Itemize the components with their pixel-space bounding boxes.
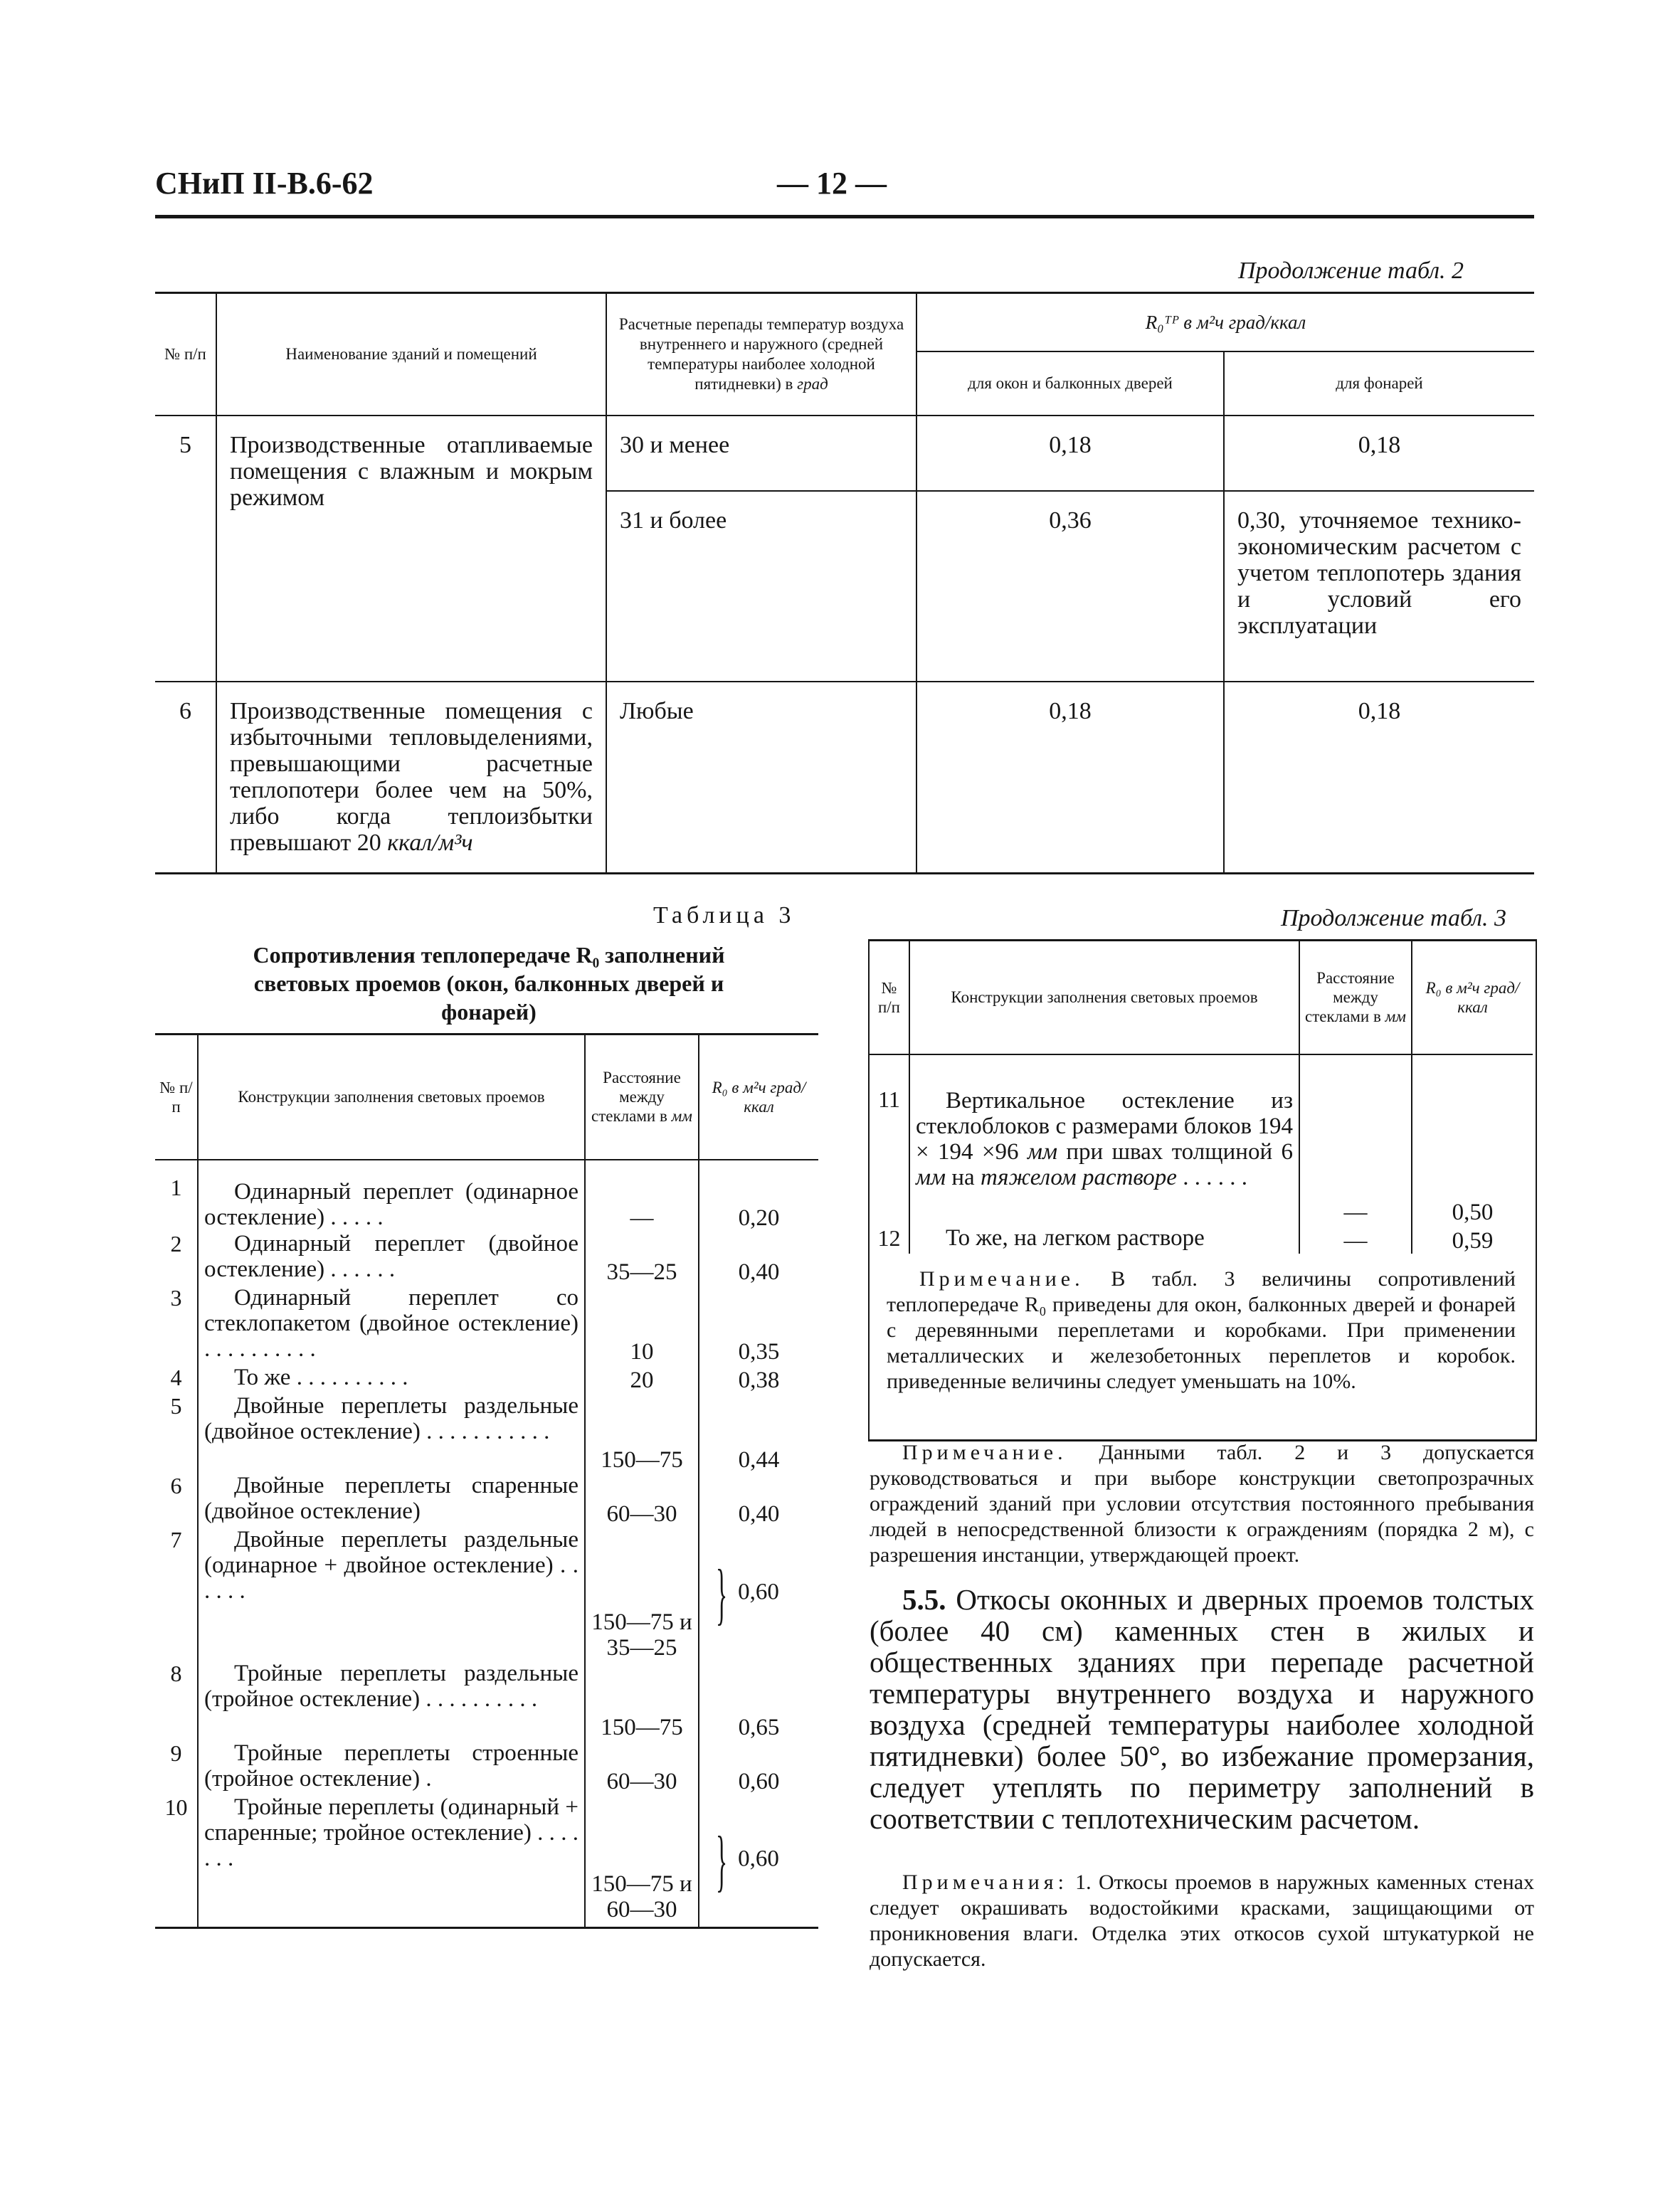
table3-cell-dist: — xyxy=(585,1160,699,1231)
table3-cell-r: } 0,60 xyxy=(715,1821,779,1898)
table2-cell-num: 5 xyxy=(155,416,216,682)
table2-cell-windows: 0,36 xyxy=(916,491,1224,682)
table3-label: Таблица 3 xyxy=(653,902,796,929)
table3-cell-text: Одинарный переплет со стеклопакетом (двойное остекление) . . . . . . . . . . xyxy=(198,1285,585,1365)
table3-title: Сопротивления теплопередаче R₀ заполнений световых проемов (окон, балконных дверей и фонарей) xyxy=(253,942,725,1025)
table3-cell-dist: 60—30 xyxy=(585,1473,699,1527)
table3cont-cell-text: Вертикальное остекление из стеклоблоков с размерами блоков 194 × 194 ×96 мм при швах толщиной 6 мм на тяжелом растворе . . . . . . xyxy=(909,1054,1299,1225)
table3cont-cell-num: 12 xyxy=(870,1225,909,1254)
table3-cell-dist: 150—75 xyxy=(585,1661,699,1740)
table-row xyxy=(155,1365,818,1393)
table3cont xyxy=(870,941,1533,1254)
table3cont-cell-r: 0,59 xyxy=(1452,1228,1494,1254)
table2-header-r: R₀ᵀᴾ в м²ч град/ккал xyxy=(916,293,1534,351)
table3-cell-dist: 150—75 и 35—25 xyxy=(585,1527,699,1661)
document-code: СНиП II-В.6-62 xyxy=(155,166,374,201)
table3-cell-text: Двойные переплеты раздельные (одинарное + двойное остекление) . . . . . . xyxy=(198,1527,585,1661)
table3-cell-r: } 0,60 xyxy=(715,1555,779,1631)
table3-cell-text: Двойные переплеты раздельные (двойное остекление) . . . . . . . . . . . xyxy=(198,1393,585,1473)
table2-cell-windows: 0,18 xyxy=(916,682,1224,874)
table-row xyxy=(155,1231,818,1285)
table3-cell-r: 0,40 xyxy=(738,1259,780,1285)
table3-cell-dist: 20 xyxy=(585,1365,699,1393)
table2-header-name: Наименование зданий и помещений xyxy=(216,293,606,416)
table3-cell-r: 0,60 xyxy=(738,1768,780,1794)
table3-cell-num: 2 xyxy=(155,1231,198,1285)
table3-cell-r: 0,65 xyxy=(738,1714,780,1740)
table-row xyxy=(155,1740,818,1794)
section-5-5: 5.5. Откосы оконных и дверных проемов толстых (более 40 см) каменных стен в жилых и общественных зданиях при перепаде расчетной температуры внутреннего воздуха и наружного воздуха (средней температуры наиболее холодной пятидневки) более 50°, во избежание промерзания, следует утеплять по периметру заполнений в соответствии с теплотехническим расчетом. xyxy=(870,1583,1534,1835)
table2-header-delta: Расчетные перепады температур воздуха внутреннего и наружного (средней температуры наиболее холодной пятидневки) в град xyxy=(606,293,916,416)
table3-cell-num: 1 xyxy=(155,1160,198,1231)
table2-cell-delta: 31 и более xyxy=(606,491,916,682)
table3cont-header-distance: Расстояние между стеклами в мм xyxy=(1299,941,1412,1054)
table3cont-cell-dist: — xyxy=(1299,1225,1412,1254)
table3-cell-text: Одинарный переплет (двойное остекление) . . . . . . xyxy=(198,1231,585,1285)
table2-cell-windows: 0,18 xyxy=(916,416,1224,491)
header-rule xyxy=(155,215,1534,218)
table2-cell-delta: 30 и менее xyxy=(606,416,916,491)
table3-cell-num: 8 xyxy=(155,1661,198,1740)
table3-cell-dist: 150—75 и 60—30 xyxy=(585,1794,699,1928)
table3-cell-num: 9 xyxy=(155,1740,198,1794)
table3-cell-text: То же . . . . . . . . . . xyxy=(198,1365,585,1393)
table2-cell-name: Производственные отапливаемые помещения с влажным и мокрым режимом xyxy=(216,416,606,682)
table3cont-header-construction: Конструкции заполнения световых проемов xyxy=(909,941,1299,1054)
table3-cell-num: 5 xyxy=(155,1393,198,1473)
table-row xyxy=(155,1473,818,1527)
table3-cell-text: Тройные переплеты раздельные (тройное остекление) . . . . . . . . . . xyxy=(198,1661,585,1740)
table3-cell-text: Тройные переплеты строенные (тройное остекление) . xyxy=(198,1740,585,1794)
table2-cell-lanterns: 0,30, уточняемое технико-экономическим расчетом с учетом теплопотерь здания и условий его эксплуатации xyxy=(1224,491,1534,682)
table3-cell-r: 0,20 xyxy=(738,1205,780,1231)
table2-caption: Продолжение табл. 2 xyxy=(1238,258,1464,284)
table3-cell-text: Одинарный переплет (одинарное остекление) . . . . . xyxy=(198,1160,585,1231)
table2-header-windows: для окон и балконных дверей xyxy=(916,351,1224,416)
page-number: — 12 — xyxy=(777,166,887,201)
table3-cell-num: 7 xyxy=(155,1527,198,1661)
brace-icon: } xyxy=(715,1555,728,1631)
table3cont-cell-r: 0,50 xyxy=(1452,1200,1494,1225)
table2 xyxy=(155,292,1534,874)
table3-header-distance: Расстояние между стеклами в мм xyxy=(585,1035,699,1160)
table-row xyxy=(155,1160,818,1231)
table3-cell-r: 0,35 xyxy=(738,1338,780,1365)
table3-cell-num: 10 xyxy=(155,1794,198,1928)
table3-cell-r: 0,38 xyxy=(738,1367,780,1393)
brace-icon: } xyxy=(715,1821,728,1898)
table-row xyxy=(155,1393,818,1473)
table-row xyxy=(870,1054,1533,1225)
table3-cell-num: 3 xyxy=(155,1285,198,1365)
table3 xyxy=(155,1033,818,1929)
table-row xyxy=(870,1225,1533,1254)
table3cont-cell-dist: — xyxy=(1299,1054,1412,1225)
tables-note: Примечание. Данными табл. 2 и 3 допускается руководствоваться и при выборе конструкции светопрозрачных ограждений зданий при условии отсутствия постоянного пребывания людей в непосредственной близости к ограждениям (порядка 2 м), с разрешения инстанции, утверждающей проект. xyxy=(870,1441,1534,1567)
table3-cell-r: 0,40 xyxy=(738,1501,780,1527)
table3-header-num: № п/п xyxy=(155,1035,198,1160)
table3-cell-num: 4 xyxy=(155,1365,198,1393)
table-row xyxy=(155,1661,818,1740)
table-row xyxy=(155,682,1534,874)
table3-cell-dist: 35—25 xyxy=(585,1231,699,1285)
table-row xyxy=(155,1527,818,1661)
section-5-5-notes: Примечания: 1. Откосы проемов в наружных каменных стенах следует окрашивать водостойкими красками, защищающими от проникновения влаги. Отделка этих откосов сухой штукатуркой не допускается. xyxy=(870,1871,1534,1971)
table2-cell-lanterns: 0,18 xyxy=(1358,697,1401,724)
table-row xyxy=(155,416,1534,491)
table3cont-cell-num: 11 xyxy=(870,1054,909,1225)
table3-cell-dist: 60—30 xyxy=(585,1740,699,1794)
table3-header-r: R₀ в м²ч град/ккал xyxy=(699,1035,818,1160)
table3-cell-text: Тройные переплеты (одинарный + спаренные; тройное остекление) . . . . . . . xyxy=(198,1794,585,1928)
table3-header-construction: Конструкции заполнения световых проемов xyxy=(198,1035,585,1160)
table2-header-num: № п/п xyxy=(155,293,216,416)
table2-cell-num: 6 xyxy=(155,682,216,874)
table3cont-caption: Продолжение табл. 3 xyxy=(1281,905,1507,931)
table3cont-header-r: R₀ в м²ч град/ккал xyxy=(1412,941,1533,1054)
table3-cell-num: 6 xyxy=(155,1473,198,1527)
table3-cell-r: 0,44 xyxy=(738,1446,780,1473)
table3cont-header-num: № п/п xyxy=(870,941,909,1054)
table3cont-cell-text: То же, на легком растворе xyxy=(909,1225,1299,1254)
table3-cell-dist: 10 xyxy=(585,1285,699,1365)
table3cont-note: Примечание. В табл. 3 величины сопротивлений теплопередаче R₀ приведены для окон, балконных дверей и фонарей с деревянными переплетами и коробками. При применении металлических и железобетонных переплетов и коробок. приведенные величины следует уменьшать на 10%. xyxy=(887,1267,1516,1393)
table2-cell-delta: Любые xyxy=(606,682,916,874)
table3-cell-dist: 150—75 xyxy=(585,1393,699,1473)
table2-cell-lanterns: 0,18 xyxy=(1224,416,1534,491)
table3-cell-text: Двойные переплеты спаренные (двойное остекление) xyxy=(198,1473,585,1527)
table2-header-lanterns: для фонарей xyxy=(1224,351,1534,416)
table-row xyxy=(155,1794,818,1928)
table2-cell-name: Производственные помещения с избыточными тепловыделениями, превышающими расчетные теплопотери более чем на 50%, либо когда теплоизбытки превышают 20 ккал/м³ч xyxy=(216,682,606,874)
table-row xyxy=(155,1285,818,1365)
